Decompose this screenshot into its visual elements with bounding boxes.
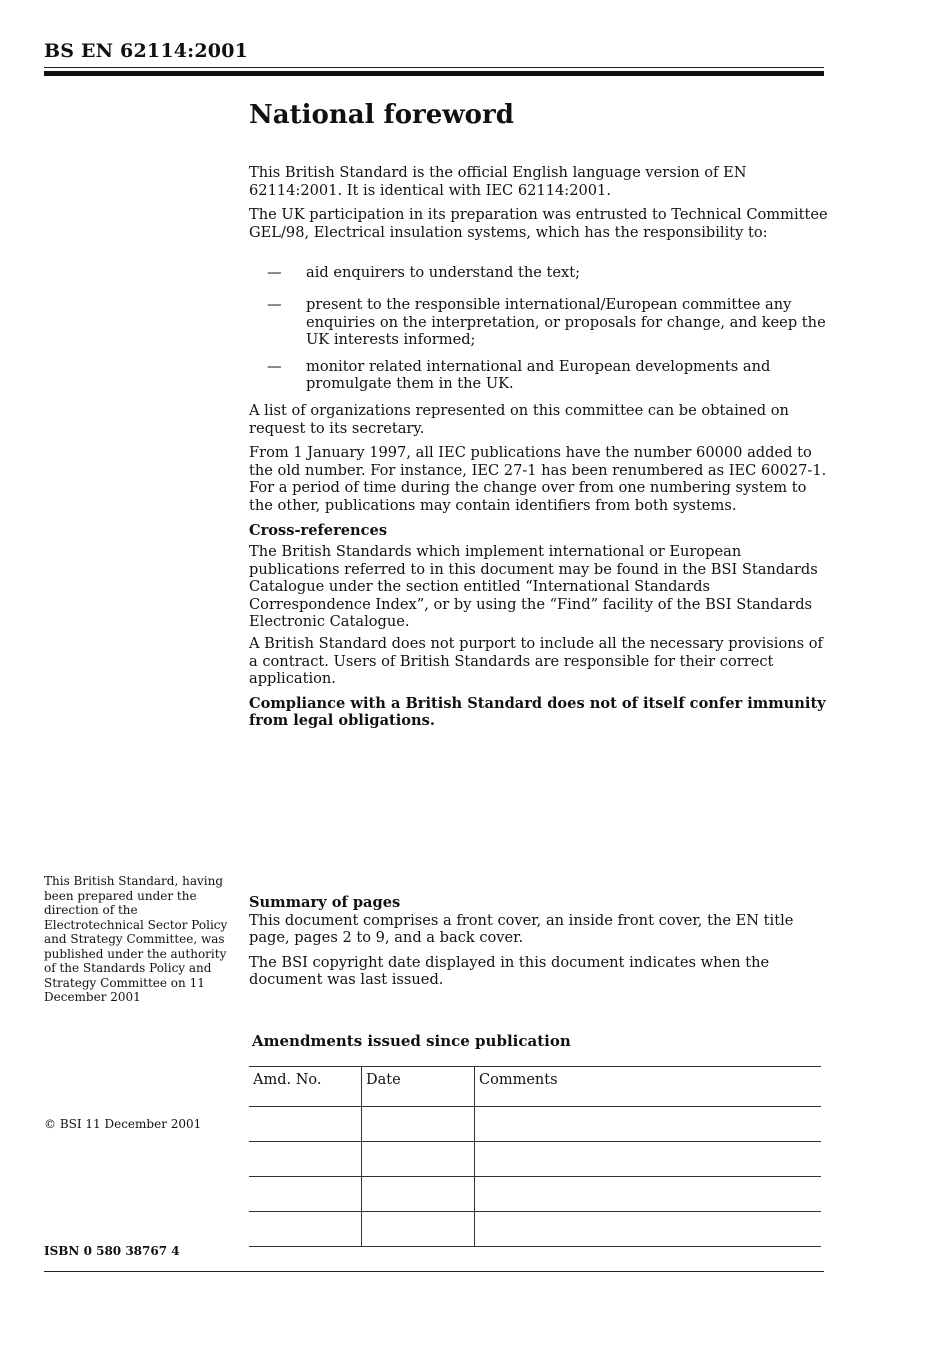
list-item — [249, 264, 829, 282]
table-cell — [249, 1212, 362, 1247]
amendments-title: Amendments issued since publication — [252, 1032, 571, 1050]
table-row — [249, 1212, 821, 1247]
table-cell — [249, 1142, 362, 1177]
summary-heading: Summary of pages — [249, 894, 401, 911]
table-cell — [362, 1142, 475, 1177]
intro-paragraph: This British Standard is the official English language version of EN 62114:2001. It is identical with IEC 62114:2001. — [249, 164, 747, 199]
table-cell — [475, 1107, 822, 1142]
contract-paragraph: A British Standard does not purport to include all the necessary provisions of a contract. Users of British Standards are responsible for their correct application. — [249, 635, 823, 688]
list-item-text: present to the responsible international/European committee any enquiries on the interpretation, or proposals for change, and keep the UK interests informed; — [306, 295, 826, 349]
table-cell — [475, 1177, 822, 1212]
cross-references-heading: Cross-references — [249, 521, 388, 539]
list-item-text: aid enquirers to understand the text; — [306, 264, 581, 282]
table-cell — [362, 1107, 475, 1142]
dash-bullet: — — [267, 295, 282, 313]
cross-references-text: The British Standards which implement international or European publications referred to in this document may be found in the BSI Standards Catalogue under the section entitled “International Standards Correspondence Index”, or by using the “Find” facility of the BSI Standards Electronic Catalogue. — [249, 543, 818, 631]
numbering-paragraph: From 1 January 1997, all IEC publications have the number 60000 added to the old number. For instance, IEC 27-1 has been renumbered as IEC 60027-1. For a period of time during the change over from one numbering system to the other, publications may contain identifiers from both systems. — [249, 444, 827, 514]
foreword-body — [249, 164, 829, 737]
table-cell — [362, 1177, 475, 1212]
footer-rule — [44, 1271, 824, 1272]
table-cell — [362, 1212, 475, 1247]
table-cell — [475, 1142, 822, 1177]
table-cell — [249, 1177, 362, 1212]
organizations-paragraph: A list of organizations represented on this committee can be obtained on request to its secretary. — [249, 401, 789, 437]
document-id: BS EN 62114:2001 — [44, 40, 249, 62]
page-title: National foreword — [249, 100, 514, 130]
copyright-notice: © BSI 11 December 2001 — [44, 1117, 202, 1131]
summary-of-pages — [249, 894, 829, 996]
amendments-table — [249, 1066, 821, 1247]
isbn: ISBN 0 580 38767 4 — [44, 1244, 180, 1258]
publication-note: This British Standard, having been prepared under the direction of the Electrotechnical Sector Policy and Strategy Committee, was published under the authority of the Standards Policy and Strategy Committee on 11 December 2001 — [44, 874, 228, 1004]
dash-bullet: — — [267, 357, 282, 375]
compliance-statement: Compliance with a British Standard does not of itself confer immunity from legal obligations. — [249, 694, 826, 730]
dash-bullet: — — [267, 264, 282, 282]
intro-paragraph: The UK participation in its preparation was entrusted to Technical Committee GEL/98, Electrical insulation systems, which has the responsibility to: — [249, 206, 828, 241]
table-row — [249, 1107, 821, 1142]
list-item — [249, 358, 829, 393]
table-cell — [475, 1212, 822, 1247]
column-header-date: Date — [362, 1067, 475, 1107]
table-row — [249, 1177, 821, 1212]
table-cell — [249, 1107, 362, 1142]
column-header-amd-no: Amd. No. — [249, 1067, 362, 1107]
table-row — [249, 1142, 821, 1177]
list-item-text: monitor related international and European developments and promulgate them in the UK. — [306, 357, 771, 393]
header-rule-thin — [44, 67, 824, 68]
table-header-row — [249, 1067, 821, 1107]
header-rule-thick — [44, 71, 824, 76]
summary-text: This document comprises a front cover, an inside front cover, the EN title page, pages 2 to 9, and a back cover. — [249, 911, 794, 947]
copyright-date-note: The BSI copyright date displayed in this document indicates when the document was last issued. — [249, 953, 770, 989]
column-header-comments: Comments — [475, 1067, 822, 1107]
list-item — [249, 296, 829, 349]
